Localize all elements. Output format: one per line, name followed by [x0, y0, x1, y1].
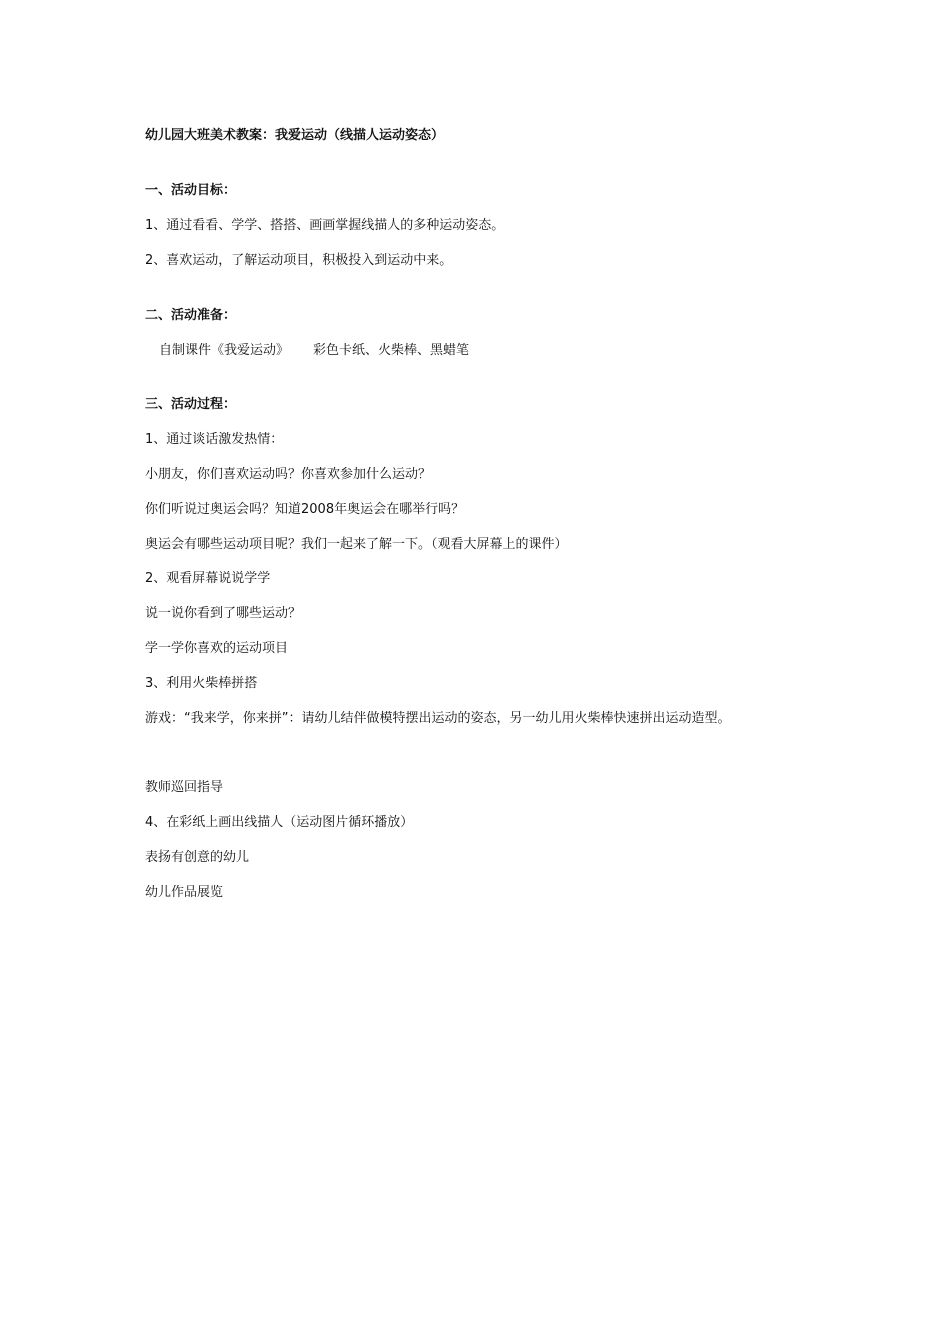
process-line: 幼儿作品展览 [145, 885, 224, 900]
goal-item: 1、通过看看、学学、搭搭、画画掌握线描人的多种运动姿态。 [145, 218, 505, 233]
process-line: 教师巡回指导 [145, 780, 224, 795]
process-line: 奥运会有哪些运动项目呢？我们一起来了解一下。（观看大屏幕上的课件） [145, 537, 568, 552]
process-line: 2、观看屏幕说说学学 [145, 571, 271, 586]
preparation-materials [159, 342, 469, 360]
material-courseware: 自制课件《我爱运动》 [159, 343, 290, 358]
section-heading-goals: 一、活动目标： [145, 183, 237, 198]
process-line: 说一说你看到了哪些运动？ [145, 606, 302, 621]
section-heading-process: 三、活动过程： [145, 397, 237, 412]
section-heading-preparation: 二、活动准备： [145, 308, 237, 323]
process-line: 3、利用火柴棒拼搭 [145, 676, 258, 691]
material-supplies: 彩色卡纸、火柴棒、黑蜡笔 [313, 343, 470, 358]
process-line: 学一学你喜欢的运动项目 [145, 641, 289, 656]
process-line: 游戏：“我来学，你来拼”：请幼儿结伴做模特摆出运动的姿态，另一幼儿用火柴棒快速拼出运动造型。 [145, 711, 731, 726]
process-line: 小朋友，你们喜欢运动吗？你喜欢参加什么运动？ [145, 467, 432, 482]
goal-item: 2、喜欢运动，了解运动项目，积极投入到运动中来。 [145, 253, 453, 268]
document-title: 幼儿园大班美术教案：我爱运动（线描人运动姿态） [145, 128, 445, 143]
process-line: 1、通过谈话激发热情： [145, 432, 284, 447]
process-line: 4、在彩纸上画出线描人（运动图片循环播放） [145, 815, 414, 830]
process-line: 你们听说过奥运会吗？知道2008年奥运会在哪举行吗？ [145, 502, 465, 517]
process-line: 表扬有创意的幼儿 [145, 850, 250, 865]
